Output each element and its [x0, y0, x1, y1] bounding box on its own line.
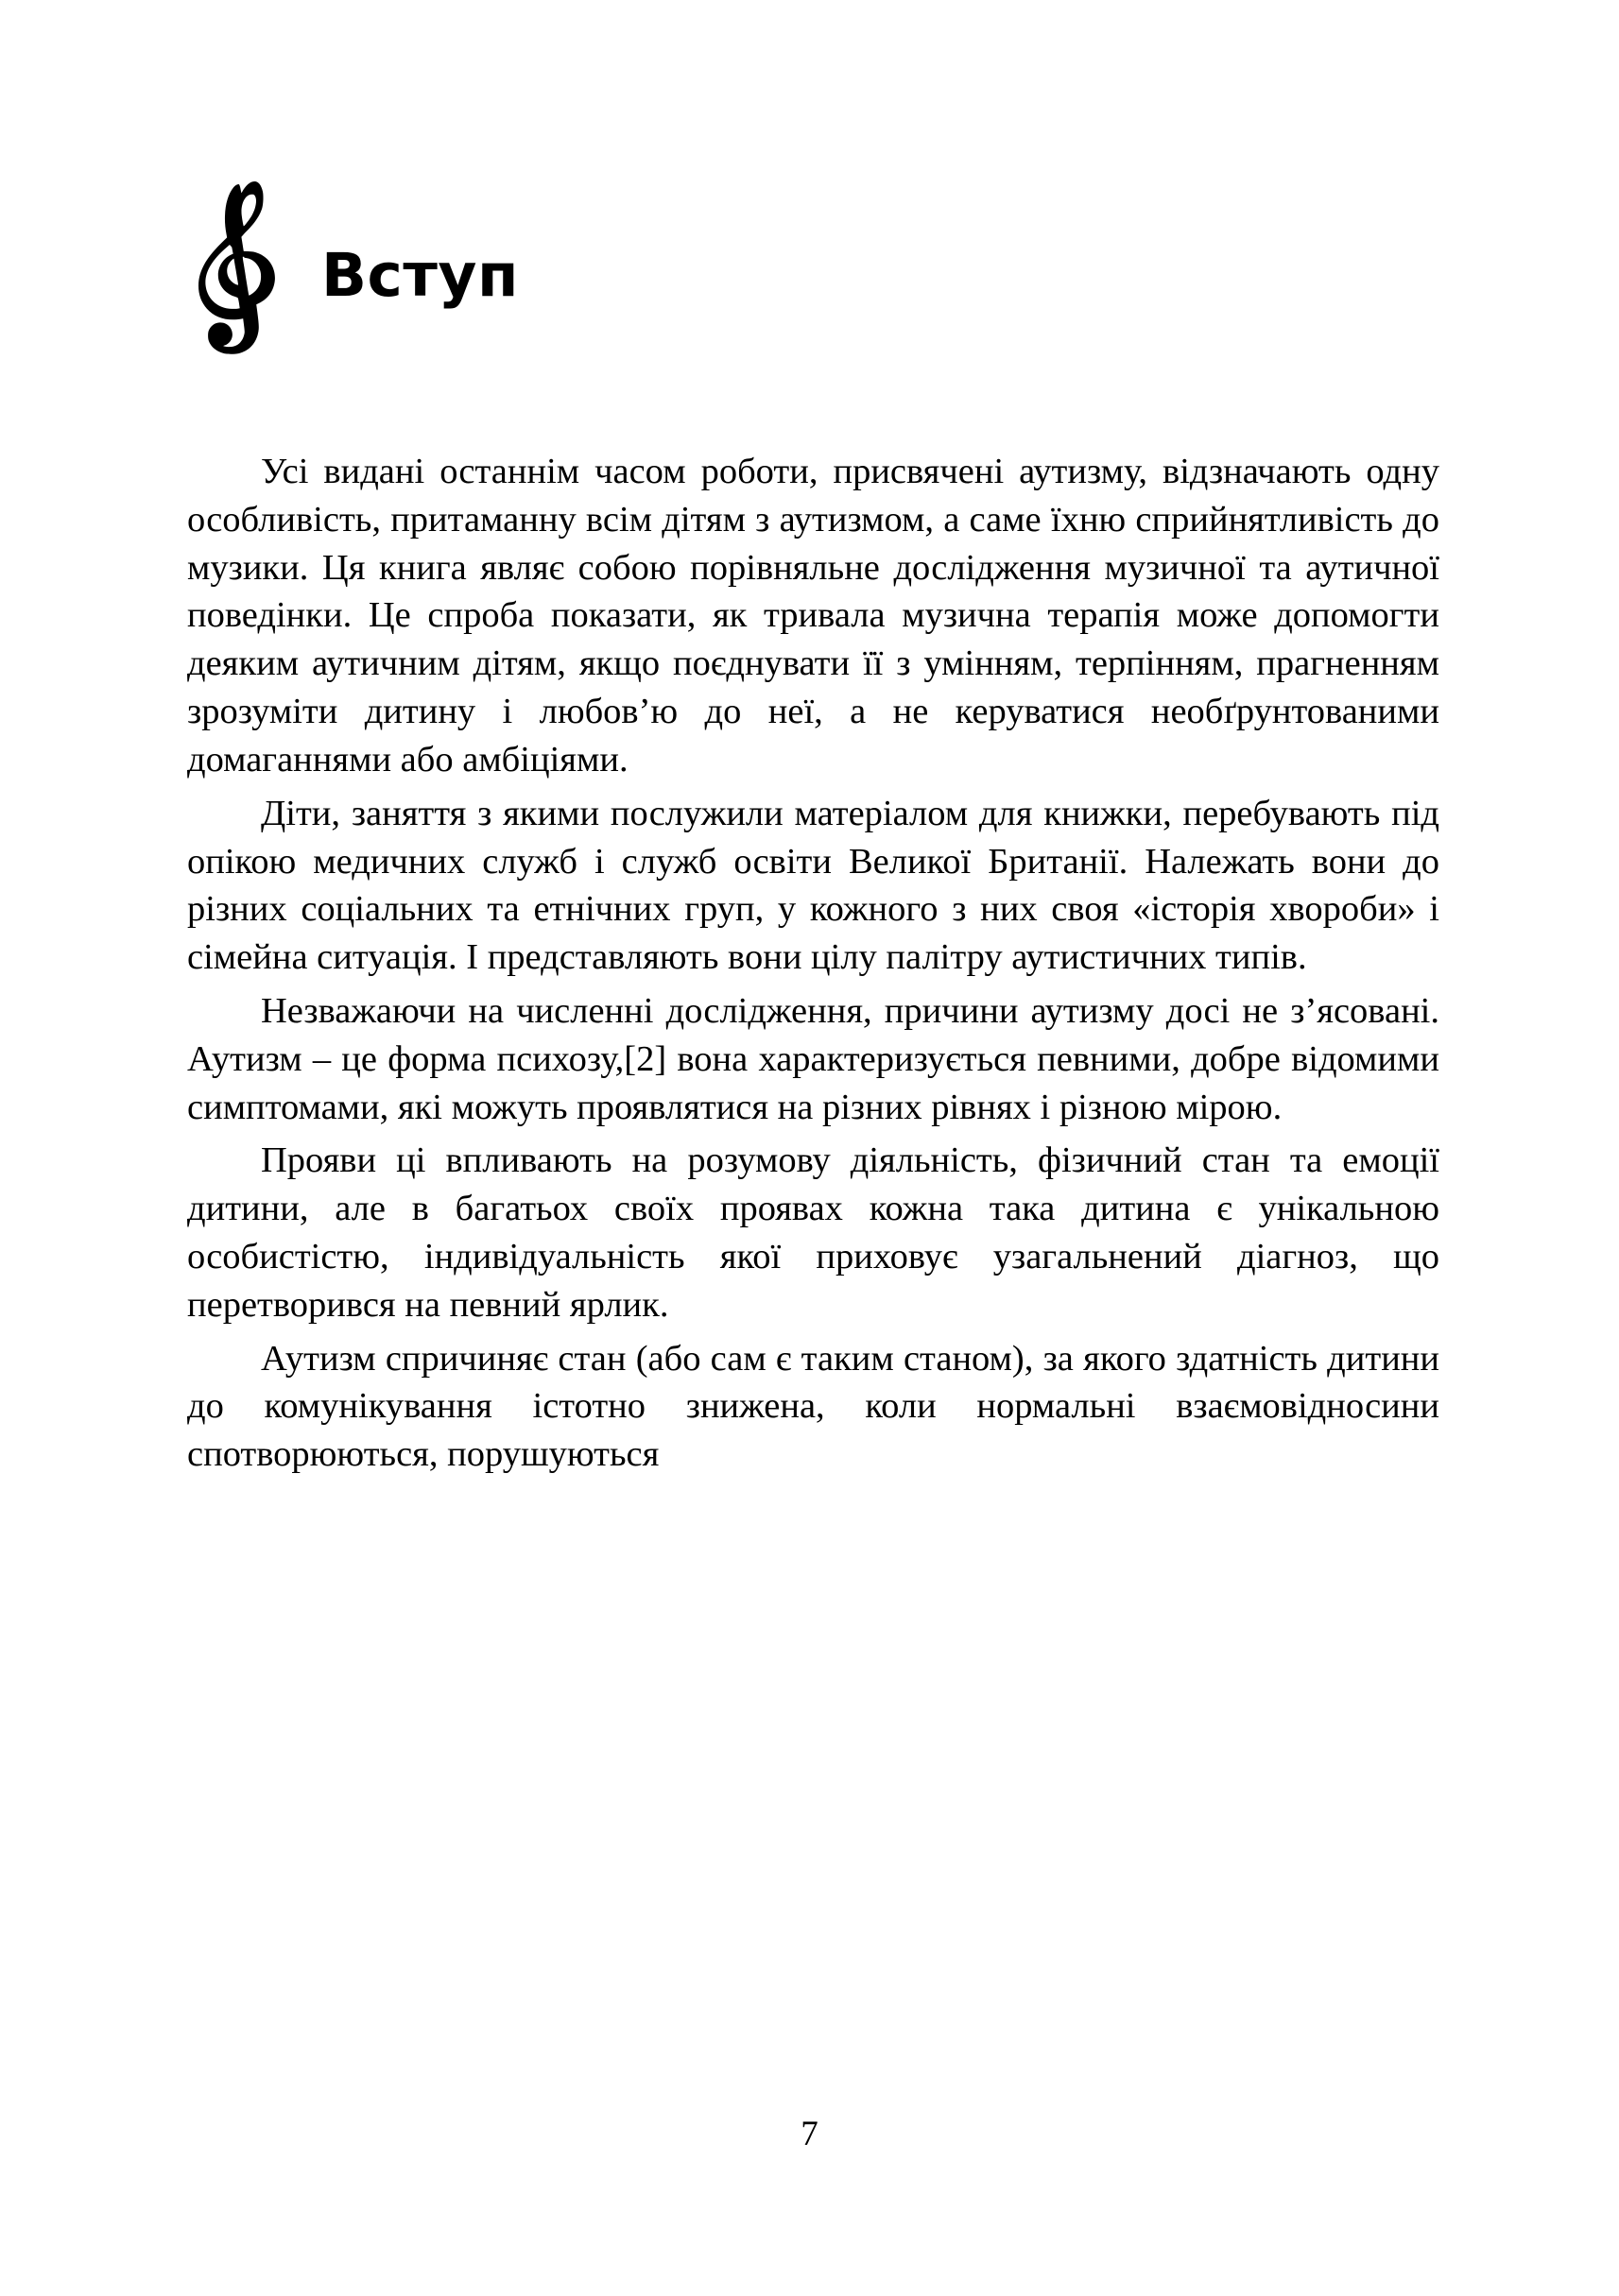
paragraph: Аутизм спричиняє стан (або сам є таким станом), за якого здатність дитини до комунікування істотно знижена, коли нормальні взаємовідносини спотворюються, порушуються	[187, 1338, 1439, 1475]
paragraph: Усі видані останнім часом роботи, присвячені аутизму, відзначають одну особливість, притаманну всім дітям з аутизмом, а саме їхню сприйнятливість до музики. Ця книга являє собою порівняльне дослідження музичної та аутичної поведінки. Це спроба показати, як тривала музична терапія може допомогти деяким аутичним дітям, якщо поєднувати її з умінням, терпінням, прагненням зрозуміти дитину і любов’ю до неї, а не керуватися необґрунтованими домаганнями або амбіціями.	[187, 452, 1439, 780]
paragraph: Діти, заняття з якими послужили матеріалом для книжки, перебувають під опікою медичних служб і служб освіти Великої Британії. Належать вони до різних соціальних та етнічних груп, у кожного з них своя «історія хвороби» і сімейна ситуація. І представляють вони цілу палітру аутистичних типів.	[187, 793, 1439, 978]
paragraph: Прояви ці впливають на розумову діяльність, фізичний стан та емоції дитини, але в багатьох своїх проявах кожна така дитина є унікальною особистістю, індивідуальність якої приховує узагальнений діагноз, що перетворився на певний ярлик.	[187, 1140, 1439, 1325]
paragraph: Незважаючи на численні дослідження, причини аутизму досі не з’ясовані. Аутизм – це форма психозу,[2] вона характеризується певними, добре відомими симптомами, які можуть проявлятися на різних рівнях і різною мірою.	[187, 990, 1439, 1127]
page-content	[187, 189, 1439, 1484]
treble-clef-icon	[187, 181, 278, 361]
chapter-heading	[187, 189, 1439, 361]
chapter-title: Вступ	[321, 240, 519, 310]
page-number: 7	[801, 2115, 818, 2153]
